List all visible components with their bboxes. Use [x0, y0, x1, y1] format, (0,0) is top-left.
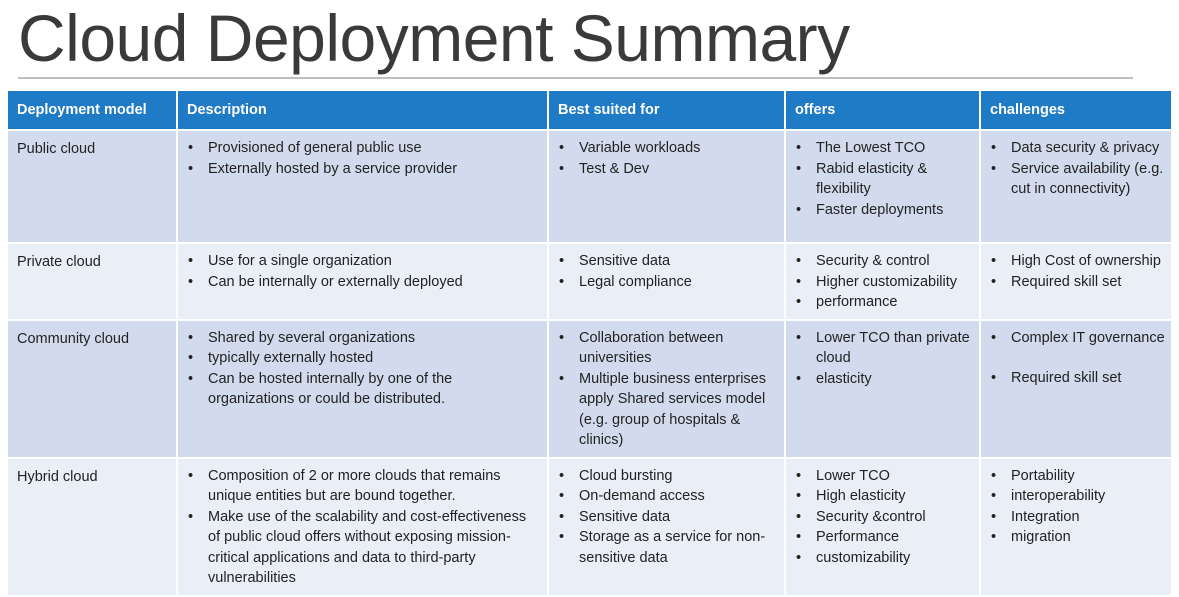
table-header-row: [8, 91, 1171, 130]
list-item: • typically externally hosted: [187, 348, 541, 369]
model-name: Hybrid cloud: [17, 468, 98, 485]
best-suited-cell: [548, 130, 785, 243]
model-cell: [8, 458, 177, 596]
list-item: • performance: [795, 292, 973, 313]
list-item: • Sensitive data: [558, 507, 778, 528]
description-cell: [177, 243, 548, 320]
description-cell: [177, 458, 548, 596]
offers-list: [786, 321, 979, 396]
challenges-cell: [980, 243, 1171, 320]
model-cell: [8, 130, 177, 243]
header-description: Description: [177, 91, 548, 130]
list-item: • Lower TCO: [795, 466, 973, 487]
title-divider: [18, 77, 1133, 79]
list-item: • Security & control: [795, 251, 973, 272]
model-name: Private cloud: [17, 254, 101, 270]
list-item: • Security &control: [795, 507, 973, 528]
list-item: • Performance: [795, 527, 973, 548]
table-row-private-cloud: [8, 243, 1171, 320]
list-item: • Required skill set: [990, 272, 1165, 293]
best-suited-list: [549, 321, 784, 457]
description-list: [178, 131, 547, 185]
description-cell: [177, 130, 548, 243]
list-item: • Lower TCO than private cloud: [795, 328, 973, 369]
list-item: • Use for a single organization: [187, 251, 541, 272]
table-row-public-cloud: [8, 130, 1171, 243]
challenges-list: [981, 244, 1171, 298]
best-suited-list: [549, 131, 784, 185]
table-row-community-cloud: [8, 320, 1171, 458]
list-item: • Data security & privacy: [990, 138, 1165, 159]
list-item: • Required skill set: [990, 368, 1165, 389]
list-item: • Cloud bursting: [558, 466, 778, 487]
list-item: • Sensitive data: [558, 251, 778, 272]
description-list: [178, 244, 547, 298]
challenges-list: [981, 131, 1171, 206]
offers-list: [786, 244, 979, 319]
list-item: • interoperability: [990, 486, 1165, 507]
deployment-summary-table: [8, 91, 1171, 597]
header-best-suited-for: Best suited for: [548, 91, 785, 130]
list-item: • Legal compliance: [558, 272, 778, 293]
list-item: • The Lowest TCO: [795, 138, 973, 159]
list-item: • Higher customizability: [795, 272, 973, 293]
offers-cell: [785, 458, 980, 596]
best-suited-cell: [548, 458, 785, 596]
header-offers: offers: [785, 91, 980, 130]
list-item: • Externally hosted by a service provider: [187, 159, 541, 180]
list-item: • Test & Dev: [558, 159, 778, 180]
list-item: • Variable workloads: [558, 138, 778, 159]
offers-cell: [785, 320, 980, 458]
header-deployment-model: Deployment model: [8, 91, 177, 130]
best-suited-list: [549, 459, 784, 575]
model-name: Public cloud: [17, 141, 96, 157]
model-name: Community cloud: [17, 330, 130, 347]
challenges-cell: [980, 320, 1171, 458]
list-item: • Make use of the scalability and cost-effectiveness of public cloud offers without exposing mission-critical applications and data to third-party vulnerabilities: [187, 507, 541, 589]
description-list: [178, 321, 547, 416]
list-item: • customizability: [795, 548, 973, 569]
list-item: • On-demand access: [558, 486, 778, 507]
list-item: • Service availability (e.g. cut in connectivity): [990, 159, 1165, 200]
list-item: • High Cost of ownership: [990, 251, 1165, 272]
list-item: • Composition of 2 or more clouds that remains unique entities but are bound together.: [187, 466, 541, 507]
list-item: • elasticity: [795, 369, 973, 390]
list-item: • Multiple business enterprises apply Shared services model (e.g. group of hospitals & clinics): [558, 369, 778, 451]
list-item: • Integration: [990, 507, 1165, 528]
offers-cell: [785, 243, 980, 320]
offers-cell: [785, 130, 980, 243]
offers-list: [786, 131, 979, 226]
table-row-hybrid-cloud: [8, 458, 1171, 596]
list-item: • migration: [990, 527, 1165, 548]
header-challenges: challenges: [980, 91, 1171, 130]
model-cell: [8, 320, 177, 458]
model-cell: [8, 243, 177, 320]
challenges-list: [981, 459, 1171, 554]
description-list: [178, 459, 547, 595]
challenges-cell: [980, 458, 1171, 596]
list-item: • Storage as a service for non-sensitive data: [558, 527, 778, 568]
best-suited-cell: [548, 320, 785, 458]
list-item: • Can be hosted internally by one of the organizations or could be distributed.: [187, 369, 541, 410]
list-item: • Can be internally or externally deployed: [187, 272, 541, 293]
list-item: • Provisioned of general public use: [187, 138, 541, 159]
page-title: Cloud Deployment Summary: [18, 1, 850, 75]
list-item: • Collaboration between universities: [558, 328, 778, 369]
best-suited-cell: [548, 243, 785, 320]
challenges-list: [981, 321, 1171, 395]
list-item: • High elasticity: [795, 486, 973, 507]
offers-list: [786, 459, 979, 575]
list-item: • Rabid elasticity & flexibility: [795, 159, 973, 200]
list-item: • Faster deployments: [795, 200, 973, 221]
list-item: • Shared by several organizations: [187, 328, 541, 349]
description-cell: [177, 320, 548, 458]
list-item: • Complex IT governance: [990, 328, 1165, 349]
list-item: • Portability: [990, 466, 1165, 487]
best-suited-list: [549, 244, 784, 298]
challenges-cell: [980, 130, 1171, 243]
